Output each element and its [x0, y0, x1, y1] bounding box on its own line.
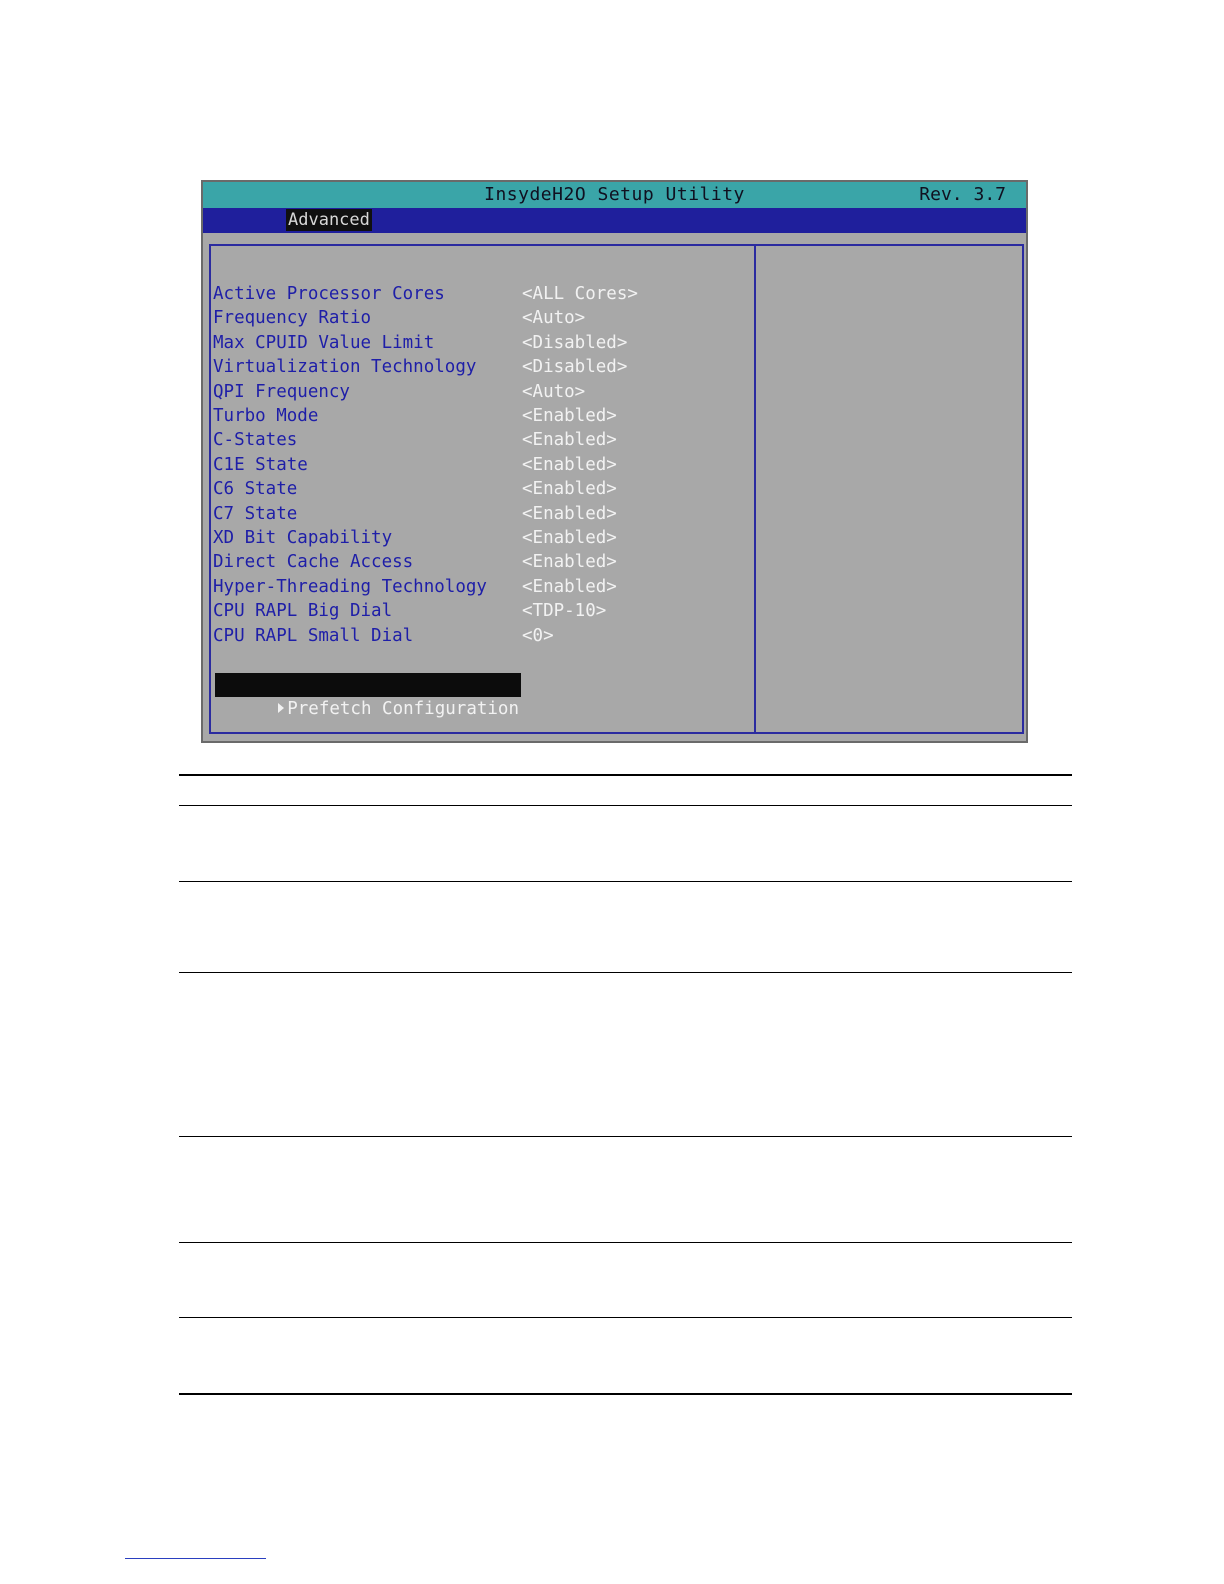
setting-value[interactable]: <Auto> — [522, 308, 586, 329]
setting-value[interactable]: <TDP-10> — [522, 601, 607, 622]
setting-value[interactable]: <Disabled> — [522, 332, 628, 353]
bios-revision: Rev. 3.7 — [919, 184, 1006, 205]
bios-title: InsydeH2O Setup Utility — [484, 184, 745, 205]
setting-row-cpu-rapl-big-dial[interactable] — [213, 599, 733, 623]
setting-value[interactable]: <Enabled> — [522, 576, 617, 597]
setting-label: C6 State — [213, 479, 298, 500]
setting-value[interactable]: <Disabled> — [522, 357, 628, 378]
setting-row-c-states[interactable] — [213, 428, 733, 452]
footer-link-underline — [125, 1558, 266, 1559]
setting-label: Virtualization Technology — [213, 357, 477, 378]
setting-row-active-processor-cores[interactable] — [213, 282, 733, 306]
table-divider — [179, 1242, 1072, 1243]
setting-value[interactable]: <Auto> — [522, 381, 586, 402]
setting-value[interactable]: <Enabled> — [522, 406, 617, 426]
setting-label: Frequency Ratio — [213, 308, 372, 329]
table-bottom-border — [179, 1393, 1072, 1395]
setting-row-virtualization-technology[interactable] — [213, 355, 733, 379]
help-panel — [754, 244, 1024, 734]
setting-label: C-States — [213, 430, 298, 451]
setting-label: Direct Cache Access — [213, 552, 414, 573]
setting-row-turbo-mode[interactable] — [213, 404, 733, 428]
table-divider — [179, 1317, 1072, 1318]
setting-label: Turbo Mode — [213, 406, 319, 426]
bios-setup-screen — [201, 180, 1028, 743]
setting-row-frequency-ratio[interactable] — [213, 306, 733, 330]
setting-label: CPU RAPL Big Dial — [213, 601, 393, 622]
setting-value[interactable]: <0> — [522, 625, 554, 646]
table-divider — [179, 1136, 1072, 1137]
setting-label: C1E State — [213, 454, 308, 475]
setting-label: Max CPUID Value Limit — [213, 332, 435, 353]
setting-label: Active Processor Cores — [213, 284, 445, 304]
setting-label: QPI Frequency — [213, 381, 350, 402]
submenu-prefetch-configuration[interactable] — [215, 673, 521, 719]
table-divider — [179, 805, 1072, 806]
bios-menu-bar — [203, 208, 1026, 233]
setting-value[interactable]: <Enabled> — [522, 528, 617, 548]
table-divider — [179, 972, 1072, 973]
setting-row-max-cpuid-value-limit[interactable] — [213, 331, 733, 355]
setting-row-c1e-state[interactable] — [213, 453, 733, 477]
setting-label: XD Bit Capability — [213, 528, 393, 548]
setting-value[interactable]: <Enabled> — [522, 479, 617, 500]
tab-advanced[interactable]: Advanced — [288, 210, 370, 230]
setting-value[interactable]: <Enabled> — [522, 430, 617, 451]
setting-row-c7-state[interactable] — [213, 502, 733, 526]
triangle-right-icon — [278, 703, 284, 713]
settings-panel — [209, 244, 756, 734]
setting-label: CPU RAPL Small Dial — [213, 625, 414, 646]
setting-row-cpu-rapl-small-dial[interactable] — [213, 624, 733, 648]
setting-label: C7 State — [213, 503, 298, 524]
table-top-border — [179, 774, 1072, 776]
table-divider — [179, 881, 1072, 882]
setting-row-direct-cache-access[interactable] — [213, 550, 733, 574]
setting-row-qpi-frequency[interactable] — [213, 380, 733, 404]
setting-row-c6-state[interactable] — [213, 477, 733, 501]
setting-value[interactable]: <Enabled> — [522, 454, 617, 475]
setting-row-xd-bit-capability[interactable] — [213, 526, 733, 550]
setting-value[interactable]: <Enabled> — [522, 503, 617, 524]
setting-label: Hyper-Threading Technology — [213, 576, 487, 597]
bios-title-bar — [203, 182, 1026, 208]
setting-value[interactable]: <ALL Cores> — [522, 284, 638, 304]
submenu-label: Prefetch Configuration — [287, 699, 520, 719]
setting-row-hyper-threading-technology[interactable] — [213, 575, 733, 599]
setting-value[interactable]: <Enabled> — [522, 552, 617, 573]
